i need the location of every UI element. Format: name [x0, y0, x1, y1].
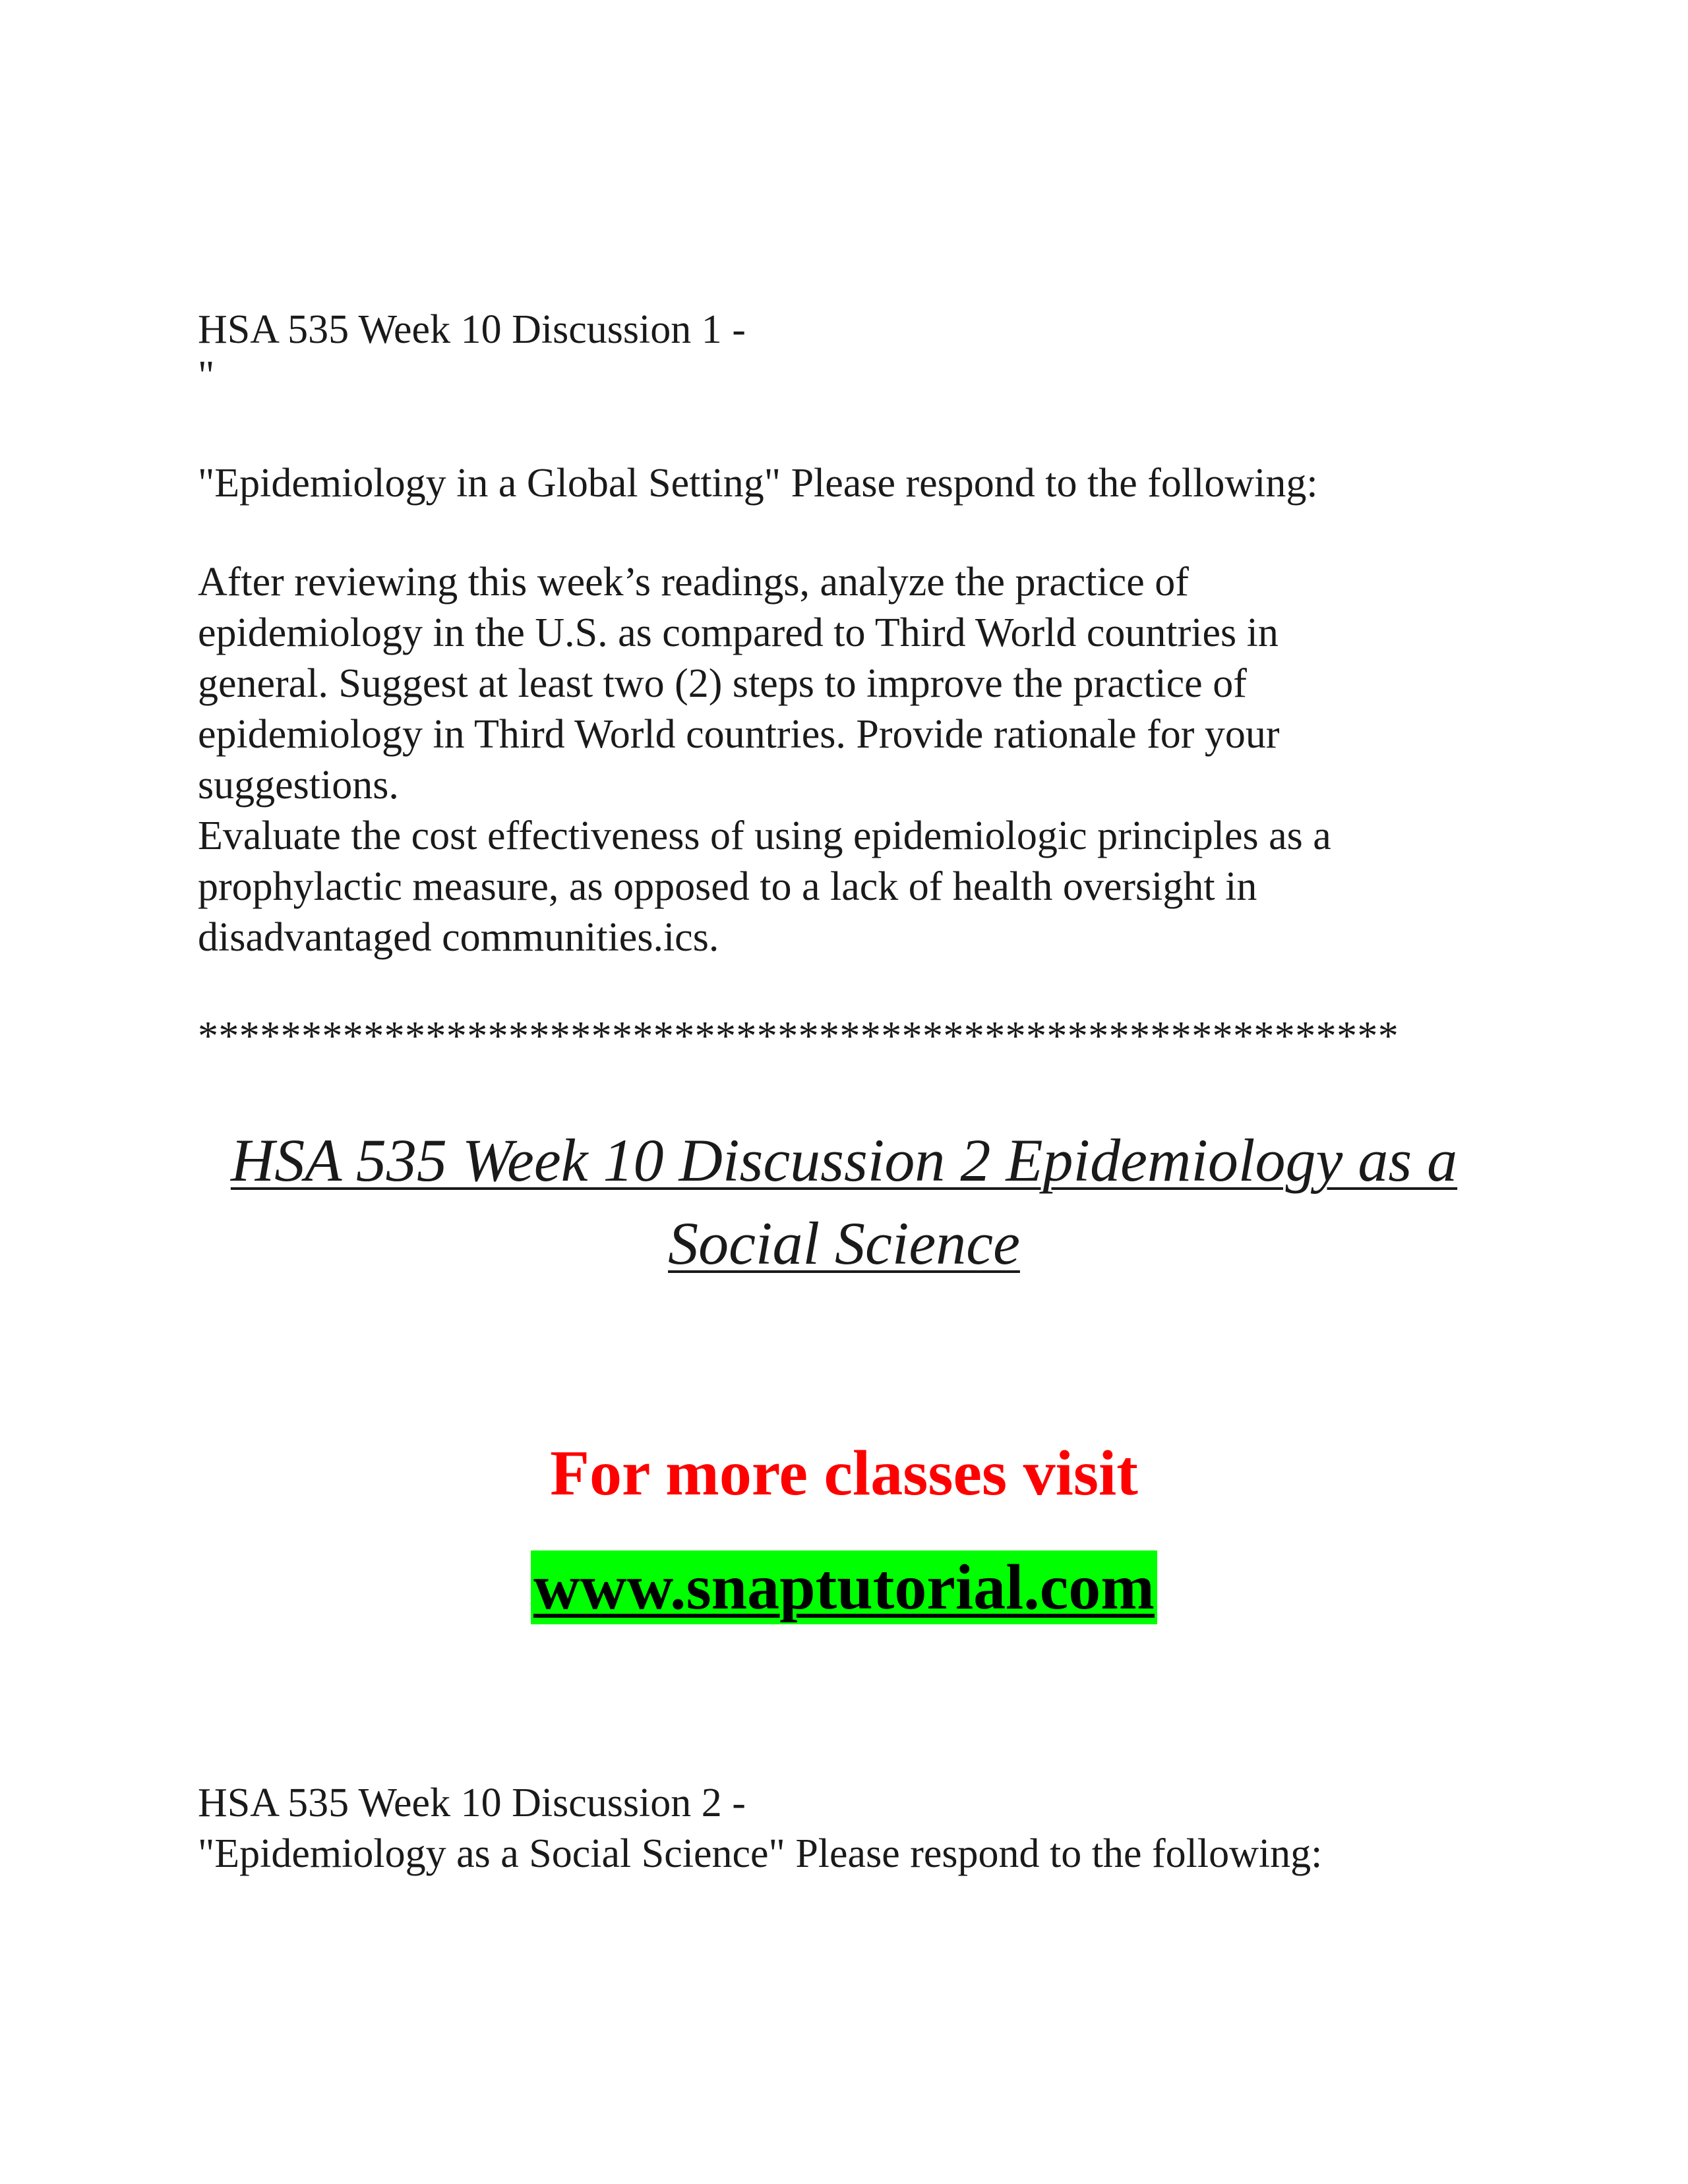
discussion-1-prompt: "Epidemiology in a Global Setting" Please respond to the following:: [198, 461, 1318, 506]
paragraph-line: general. Suggest at least two (2) steps to improve the practice of: [198, 661, 1247, 706]
paragraph-line: suggestions.: [198, 763, 399, 808]
paragraph-line: epidemiology in the U.S. as compared to Third World countries in: [198, 610, 1279, 655]
paragraph-line: disadvantaged communities.ics.: [198, 915, 719, 960]
discussion-2-title: HSA 535 Week 10 Discussion 2 -: [198, 1781, 746, 1825]
quote-mark: ": [198, 353, 215, 398]
paragraph-line: Evaluate the cost effectiveness of using epidemiologic principles as a: [198, 813, 1331, 858]
asterisk-separator: **********************************************************: [198, 1014, 1399, 1059]
paragraph-line: prophylactic measure, as opposed to a lack of health oversight in: [198, 864, 1257, 909]
discussion-1-title: HSA 535 Week 10 Discussion 1 -: [198, 307, 746, 352]
promo-link-wrap: [0, 1550, 1688, 1624]
paragraph-line: After reviewing this week’s readings, analyze the practice of: [198, 560, 1189, 605]
paragraph-line: epidemiology in Third World countries. Provide rationale for your: [198, 712, 1280, 757]
heading-line-1: HSA 535 Week 10 Discussion 2 Epidemiology as a: [230, 1127, 1458, 1194]
promo-text: For more classes visit: [550, 1438, 1138, 1509]
snaptutorial-link[interactable]: www.snaptutorial.com: [531, 1550, 1157, 1624]
discussion-2-prompt: "Epidemiology as a Social Science" Please respond to the following:: [198, 1831, 1323, 1876]
heading-line-2: Social Science: [668, 1210, 1020, 1277]
